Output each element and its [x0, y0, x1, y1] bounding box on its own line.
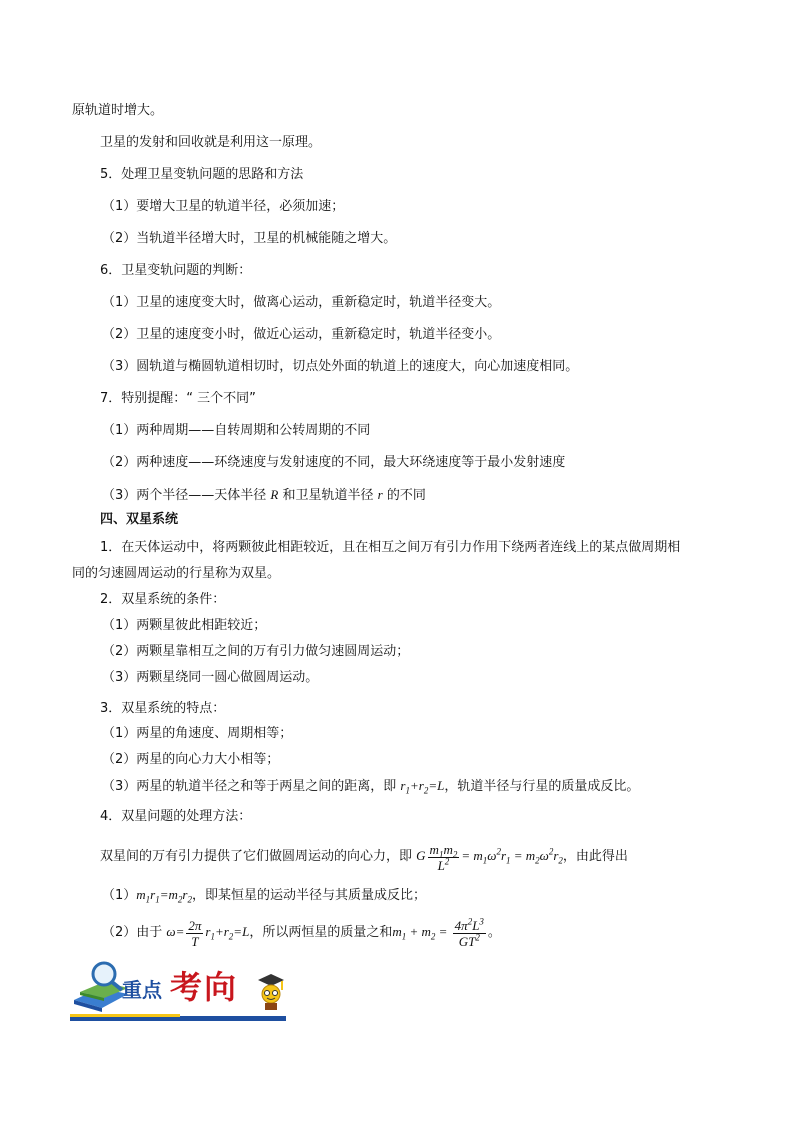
text-line: 原轨道时增大。: [72, 103, 164, 118]
formula-mass-radius: $m_1r_1=m_2r_2$: [136, 887, 192, 905]
banner-label-kaoxiang: 考向: [170, 968, 239, 1006]
text-line: 6．卫星变轨问题的判断：: [100, 263, 252, 278]
text-line: 同的匀速圆周运动的行星称为双星。: [72, 566, 281, 581]
text-line: 双星间的万有引力提供了它们做圆周运动的向心力，即 G $\frac{m_1m_2}{L^2}$ = $m_1\omega^2r_1 = m_2\omega^2r_2$，由此得出: [100, 841, 628, 873]
text-line: 3．双星系统的特点：: [100, 701, 226, 716]
text-line: 5．处理卫星变轨问题的思路和方法: [100, 167, 304, 182]
text-line: 2．双星系统的条件：: [100, 592, 226, 607]
text-line: 卫星的发射和回收就是利用这一原理。: [100, 135, 322, 150]
key-topics-banner: [70, 952, 290, 1024]
formula-sum-radii: $r_1+r_2=L$: [205, 924, 250, 942]
formula-gravity-centripetal: G $\frac{m_1m_2}{L^2}$ = $m_1\omega^2r_1 = m_2\omega^2r_2$: [416, 841, 563, 873]
formula-total-mass: $m_1 + m_2$ = $\frac{4\pi^2L^3}{GT^2}$: [392, 916, 484, 949]
text-line: （3）两星的轨道半径之和等于两星之间的距离，即 $r_1+r_2=L$，轨道半径与行星的质量成反比。: [102, 778, 640, 796]
text-line: （1）卫星的速度变大时，做离心运动，重新稳定时，轨道半径变大。: [102, 295, 501, 310]
text-line: （2）两星的向心力大小相等；: [102, 752, 280, 767]
text-line: （1）两种周期——自转周期和公转周期的不同: [102, 423, 371, 438]
banner-label-zhongdian: 重点: [122, 978, 162, 1002]
text-line: （3）两颗星绕同一圆心做圆周运动。: [102, 670, 319, 685]
text-line: （1）两星的角速度、周期相等；: [102, 726, 293, 741]
scholar-mascot-icon: [256, 972, 286, 1012]
text-line: 1．在天体运动中，将两颗彼此相距较近，且在相互之间万有引力作用下绕两者连线上的某点做周期相: [100, 540, 681, 555]
text-line: 7．特别提醒：“ 三个不同”: [100, 391, 256, 406]
text-line: （3）两个半径——天体半径 R 和卫星轨道半径 r 的不同: [102, 487, 426, 503]
text-line: （3）圆轨道与椭圆轨道相切时，切点处外面的轨道上的速度大，向心加速度相同。: [102, 359, 579, 374]
text-line: （2）卫星的速度变小时，做近心运动，重新稳定时，轨道半径变小。: [102, 327, 501, 342]
text-line: （2）当轨道半径增大时，卫星的机械能随之增大。: [102, 231, 397, 246]
text-line: $(1)m_1r_1=m_2r_2$，即某恒星的运动半径与其质量成反比；: [102, 887, 426, 905]
text-line: （2）两颗星靠相互之间的万有引力做匀速圆周运动；: [102, 644, 410, 659]
text-line: 4．双星问题的处理方法：: [100, 809, 252, 824]
text-line: （2）由于 ω= $\frac{2\pi}{T}$ $r_1+r_2=L$，所以两恒星的质量之和$m_1 + m_2$ = $\frac{4\pi^2L^3}{GT^2}$ 。: [102, 916, 501, 949]
section-heading: 四、双星系统: [100, 512, 179, 527]
text-line: （2）两种速度——环绕速度与发射速度的不同，最大环绕速度等于最小发射速度: [102, 455, 566, 470]
formula-sum-radii: $r_1+r_2=L$: [400, 778, 445, 796]
text-line: （1）两颗星彼此相距较近；: [102, 618, 267, 633]
text-line: （1）要增大卫星的轨道半径，必须加速；: [102, 199, 345, 214]
formula-omega: ω= $\frac{2\pi}{T}$: [166, 917, 202, 949]
